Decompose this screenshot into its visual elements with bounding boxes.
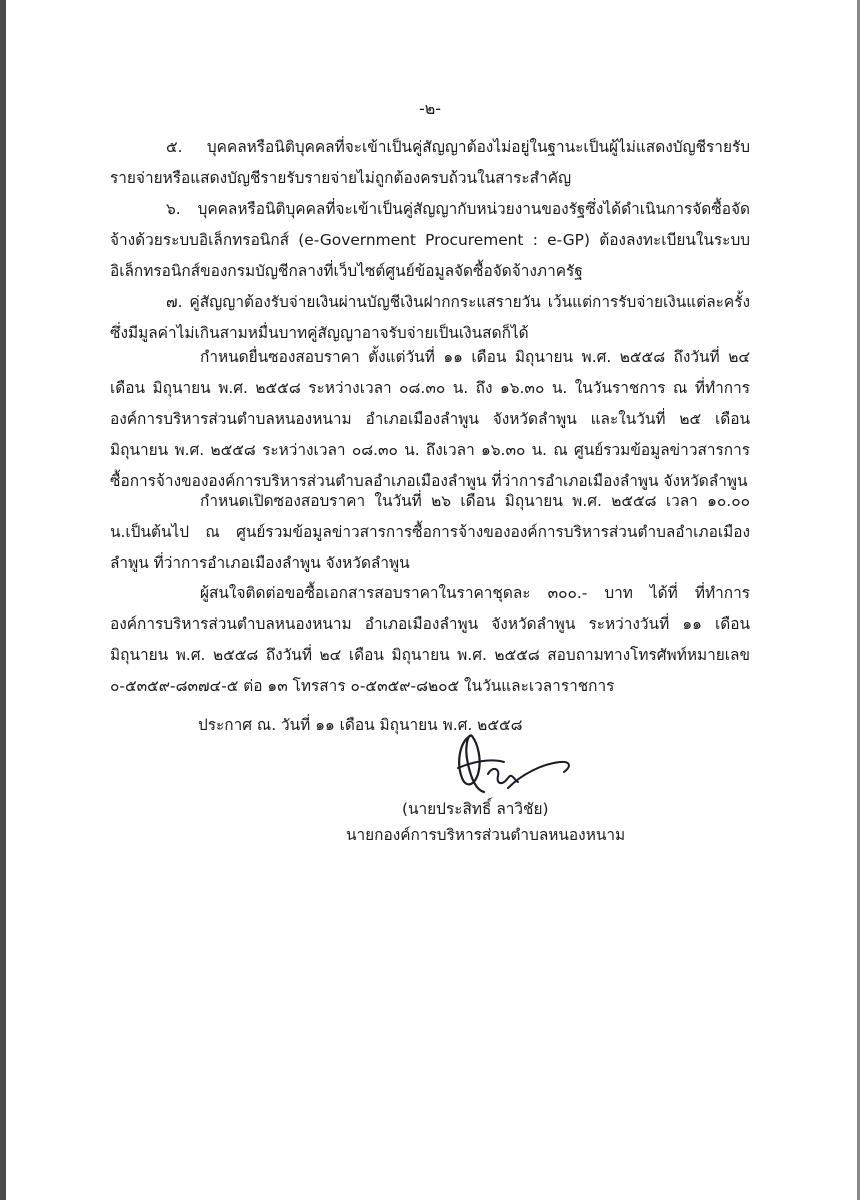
requirement-item-7: ๗. คู่สัญญาต้องรับจ่ายเงินผ่านบัญชีเงินฝากกระแสรายวัน เว้นแต่การรับจ่ายเงินแต่ละครั้งซึ่งมีมูลค่าไม่เกินสามหมื่นบาทคู่สัญญาอาจรับจ่ายเป็นเงินสดก็ได้ (110, 293, 750, 342)
document-purchase-paragraph: ผู้สนใจติดต่อขอซื้อเอกสารสอบราคาในราคาชุดละ ๓๐๐.- บาท ได้ที่ ที่ทำการองค์การบริหารส่วนตำบลหนองหนาม อำเภอเมืองลำพูน จังหวัดลำพูน ระหว่างวันที่ ๑๑ เดือน มิถุนายน พ.ศ. ๒๕๕๘ ถึงวันที่ ๒๔ เดือน มิถุนายน พ.ศ. ๒๕๕๘ สอบถามทางโทรศัพท์หมายเลข ๐-๕๓๕๙-๘๓๗๔-๕ ต่อ ๑๓ โทรสาร ๐-๕๓๕๙-๘๒๐๕ ในวันและเวลาราชการ (110, 584, 750, 695)
document-purchase-paragraph-block (110, 578, 750, 702)
bid-submission-paragraph: กำหนดยื่นซองสอบราคา ตั้งแต่วันที่ ๑๑ เดือน มิถุนายน พ.ศ. ๒๕๕๘ ถึงวันที่ ๒๔ เดือน มิถุนายน พ.ศ. ๒๕๕๘ ระหว่างเวลา ๐๘.๓๐ น. ถึง ๑๖.๓๐ น. ในวันราชการ ณ ที่ทำการองค์การบริหารส่วนตำบลหนองหนาม อำเภอเมืองลำพูน จังหวัดลำพูน และในวันที่ ๒๕ เดือน มิถุนายน พ.ศ. ๒๕๕๘ ระหว่างเวลา ๐๘.๓๐ น. ถึงเวลา ๑๖.๓๐ น. ณ ศูนย์รวมข้อมูลข่าวสารการซื้อการจ้างขององค์การบริหารส่วนตำบลอำเภอเมืองลำพูน ที่ว่าการอำเภอเมืองลำพูน จังหวัดลำพูน (110, 348, 750, 490)
requirement-item-6: ๖. บุคคลหรือนิติบุคคลที่จะเข้าเป็นคู่สัญญากับหน่วยงานของรัฐซึ่งได้ดำเนินการจัดซื้อจัดจ้างด้วยระบบอิเล็กทรอนิกส์ (e-Government Procurement : e-GP) ต้องลงทะเบียนในระบบอิเล็กทรอนิกส์ของกรมบัญชีกลางที่เว็บไซต์ศูนย์ข้อมูลจัดซื้อจัดจ้างภาครัฐ (110, 200, 750, 280)
requirement-item-5: ๕. บุคคลหรือนิติบุคคลที่จะเข้าเป็นคู่สัญญาต้องไม่อยู่ในฐานะเป็นผู้ไม่แสดงบัญชีรายรับรายจ่ายหรือแสดงบัญชีรายรับรายจ่ายไม่ถูกต้องครบถ้วนในสาระสำคัญ (110, 138, 750, 187)
requirements-list (110, 132, 750, 349)
handwritten-signature (438, 728, 578, 804)
bid-opening-paragraph-block (110, 486, 750, 579)
announcement-date: ประกาศ ณ. วันที่ ๑๑ เดือน มิถุนายน พ.ศ. ๒๕๕๘ (198, 716, 523, 734)
signer-name: (นายประสิทธิ์ ลาวิชัย) (402, 800, 549, 818)
bid-submission-paragraph-block (110, 342, 750, 497)
scan-edge-left (0, 0, 6, 1200)
bid-opening-paragraph: กำหนดเปิดซองสอบราคา ในวันที่ ๒๖ เดือน มิถุนายน พ.ศ. ๒๕๕๘ เวลา ๑๐.๐๐ น.เป็นต้นไป ณ ศูนย์รวมข้อมูลข่าวสารการซื้อการจ้างขององค์การบริหารส่วนตำบลอำเภอเมืองลำพูน ที่ว่าการอำเภอเมืองลำพูน จังหวัดลำพูน (110, 492, 750, 572)
signer-title: นายกองค์การบริหารส่วนตำบลหนองหนาม (346, 826, 626, 844)
page-number: -๒- (418, 99, 442, 118)
